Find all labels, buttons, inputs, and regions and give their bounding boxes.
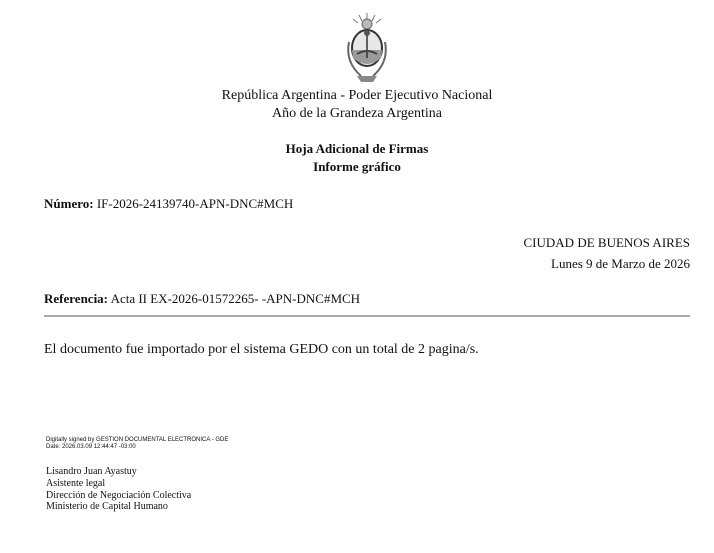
numero-label: Número:	[44, 196, 94, 211]
referencia-row	[44, 291, 360, 307]
signer-role: Asistente legal	[46, 478, 106, 489]
city-text: CIUDAD DE BUENOS AIRES	[523, 235, 690, 250]
digital-signature-line-2: Date: 2026.03.09 12:44:47 -03:00	[46, 444, 136, 450]
referencia-label: Referencia:	[44, 291, 109, 306]
numero-value: IF-2026-24139740-APN-DNC#MCH	[96, 196, 294, 211]
numero-row	[44, 196, 293, 212]
digital-signature-line-1: Digitally signed by GESTION DOCUMENTAL ELECTRONICA - GDE	[46, 437, 229, 443]
signer-name: Lisandro Juan Ayastuy	[46, 466, 137, 477]
header-line-2: Año de la Grandeza Argentina	[271, 106, 442, 121]
title-line-2: Informe gráfico	[313, 159, 401, 174]
body-text: El documento fue importado por el sistema GEDO con un total de 2 pagina/s.	[44, 342, 479, 357]
coat-of-arms-icon	[343, 12, 391, 84]
header-line-1: República Argentina - Poder Ejecutivo Nacional	[221, 88, 493, 103]
date-text: Lunes 9 de Marzo de 2026	[551, 256, 690, 271]
signer-ministry: Ministerio de Capital Humano	[46, 501, 168, 512]
signer-area: Dirección de Negociación Colectiva	[46, 490, 192, 501]
referencia-value: Acta II EX-2026-01572265- -APN-DNC#MCH	[110, 291, 361, 306]
title-line-1: Hoja Adicional de Firmas	[285, 141, 429, 156]
divider	[44, 315, 690, 317]
